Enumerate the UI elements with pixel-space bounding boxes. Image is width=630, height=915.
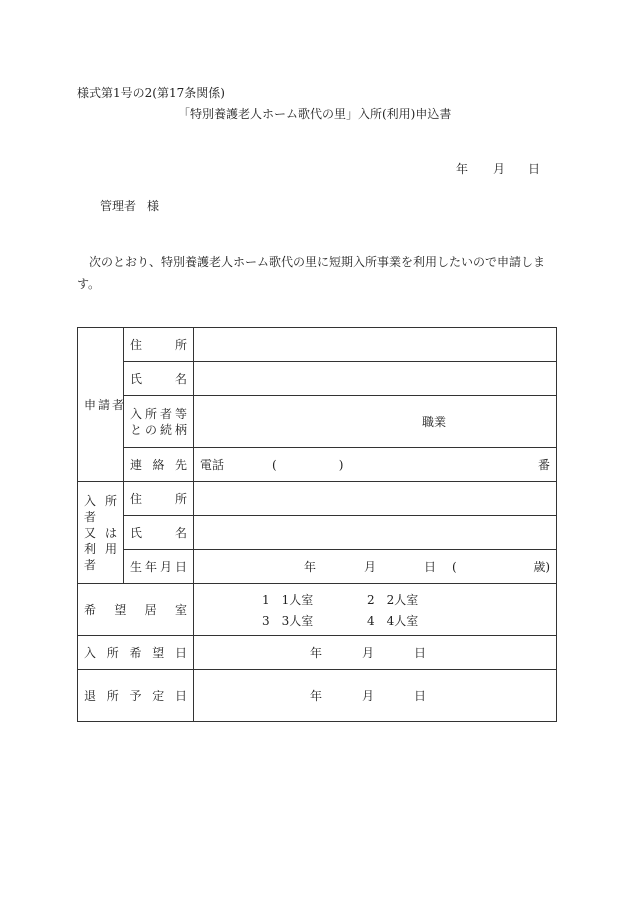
discharge-year-label: 年 xyxy=(310,689,323,703)
phone-label: 電話 xyxy=(200,458,225,472)
contact-label: 連絡先 xyxy=(124,448,194,482)
recipient: 管理者 xyxy=(100,199,137,213)
admission-day-label: 日 xyxy=(414,646,427,660)
room-option-3[interactable]: 3 3人室 xyxy=(262,613,314,628)
admission-month-label: 月 xyxy=(362,646,375,660)
relation-label: 入所者等 との続柄 xyxy=(124,396,194,448)
phone-suffix: 番 xyxy=(537,458,550,472)
discharge-day-label: 日 xyxy=(414,689,427,703)
birth-month-label: 月 xyxy=(364,560,377,574)
phone-close-paren: ) xyxy=(338,457,344,472)
form-title: 「特別養護老人ホーム歌代の里」入所(利用)申込書 xyxy=(178,107,452,121)
room-label: 希望居室 xyxy=(78,584,194,636)
age-open-paren: ( xyxy=(452,559,457,574)
birth-day-label: 日 xyxy=(424,560,437,574)
room-option-4[interactable]: 4 4人室 xyxy=(367,613,419,628)
applicant-address-label: 住所 xyxy=(124,328,194,362)
discharge-date-label: 退所予定日 xyxy=(78,670,194,722)
phone-field[interactable] xyxy=(194,448,557,482)
admission-date-field[interactable] xyxy=(194,636,557,670)
resident-address-label: 住所 xyxy=(124,482,194,516)
phone-open-paren: ( xyxy=(272,457,277,472)
relation-field[interactable] xyxy=(194,396,557,448)
admission-date-label: 入所希望日 xyxy=(78,636,194,670)
application-statement: 次のとおり、特別養護老人ホーム歌代の里に短期入所事業を利用したいので申請します。 xyxy=(77,255,546,291)
applicant-name-label: 氏名 xyxy=(124,362,194,396)
birthdate-field[interactable] xyxy=(194,550,557,584)
application-table xyxy=(77,327,557,722)
occupation-label: 職業 xyxy=(422,415,447,429)
resident-group-label: 入所者 又は 利用者 xyxy=(78,482,124,584)
recipient-suffix: 様 xyxy=(147,199,160,213)
applicant-group-label: 申 請 者 xyxy=(78,328,124,482)
date-year-label: 年 xyxy=(456,162,469,176)
room-option-2[interactable]: 2 2人室 xyxy=(367,592,419,607)
form-number: 様式第1号の2(第17条関係) xyxy=(77,86,225,100)
age-suffix: 歳) xyxy=(533,560,550,574)
applicant-name-field[interactable] xyxy=(194,362,557,396)
room-option-1[interactable]: 1 1人室 xyxy=(262,592,314,607)
resident-address-field[interactable] xyxy=(194,482,557,516)
discharge-date-field[interactable] xyxy=(194,670,557,722)
date-month-label: 月 xyxy=(493,162,506,176)
applicant-address-field[interactable] xyxy=(194,328,557,362)
admission-year-label: 年 xyxy=(310,646,323,660)
discharge-month-label: 月 xyxy=(362,689,375,703)
date-day-label: 日 xyxy=(528,162,541,176)
resident-name-field[interactable] xyxy=(194,516,557,550)
resident-name-label: 氏名 xyxy=(124,516,194,550)
room-options xyxy=(194,584,557,636)
birthdate-label: 生年月日 xyxy=(124,550,194,584)
birth-year-label: 年 xyxy=(304,560,317,574)
